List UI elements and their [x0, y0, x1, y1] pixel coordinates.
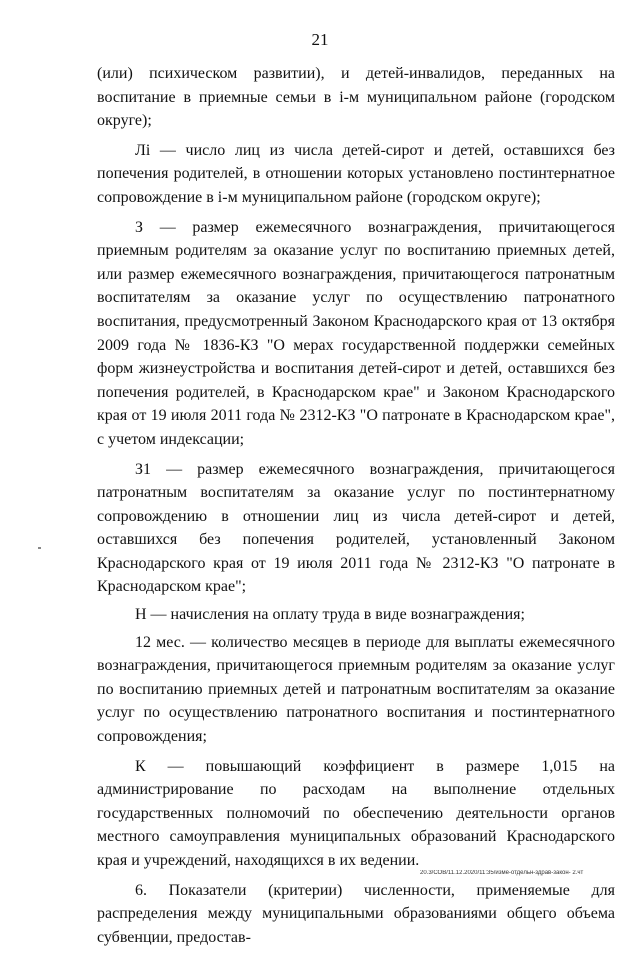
paragraph-n-definition: Н — начисления на оплату труда в виде вознаграждения; [135, 606, 525, 624]
margin-mark [38, 547, 41, 549]
paragraph-z-definition: З — размер ежемесячного вознаграждения, причитающегося приемным родителям за оказание услуг по воспитанию приемных детей, или размер ежемесячного вознаграждения, причитающегося патронатным воспитателям за оказание услуг по осуществлению патронатного воспитания, предусмотренный Законом Краснодарского края от 13 октября 2009 года № 1836-КЗ "О мерах государственной поддержки семейных форм жизнеустройства и воспитания детей-сирот и детей, оставшихся без попечения родителей, в Краснодарском крае" и Законом Краснодарского края от 19 июля 2011 года № 2312-КЗ "О патронате в Краснодарском крае", с учетом индексации; [97, 218, 615, 448]
footer-file-path: 20.3/СОВ/11.12.2020/11:35/изме-отдельн-здрав-закон- 2.чт [420, 870, 584, 876]
paragraph-continuation: (или) психическом развитии), и детей-инвалидов, переданных на воспитание в приемные семьи в i-м муниципальном районе (городском округе); [97, 65, 615, 130]
paragraph-k-definition: К — повышающий коэффициент в размере 1,015 на администрирование по расходам на выполнение отдельных государственных полномочий по обеспечению деятельности органов местного самоуправления муниципальных образований Краснодарского края и учреждений, находящихся в их ведении. [97, 757, 615, 869]
paragraph-months-definition: 12 мес. — количество месяцев в периоде для выплаты ежемесячного вознаграждения, причитающегося приемным родителям за оказание услуг по воспитанию приемных детей и патронатным воспитателям за оказание услуг по осуществлению патронатного воспитания и постинтернатного сопровождения; [97, 633, 615, 746]
paragraph-section-6: 6. Показатели (критерии) численности, применяемые для распределения между муниципальными образованиями общего объема субвенции, предостав- [97, 881, 615, 946]
paragraph-z1-definition: З1 — размер ежемесячного вознаграждения, причитающегося патронатным воспитателям за оказание услуг по постинтернатному сопровождению в отношении лиц из числа детей-сирот и детей, оставшихся без попечения родителей, установленный Законом Краснодарского края от 19 июля 2011 года № 2312-КЗ "О патронате в Краснодарском крае"; [97, 460, 615, 596]
page-number: 21 [311, 30, 329, 49]
paragraph-li-definition: Лi — число лиц из числа детей-сирот и детей, оставшихся без попечения родителей, в отношении которых установлено постинтернатное сопровождение в i-м муниципальном районе (городском округе); [97, 141, 615, 206]
document-body [97, 62, 615, 953]
